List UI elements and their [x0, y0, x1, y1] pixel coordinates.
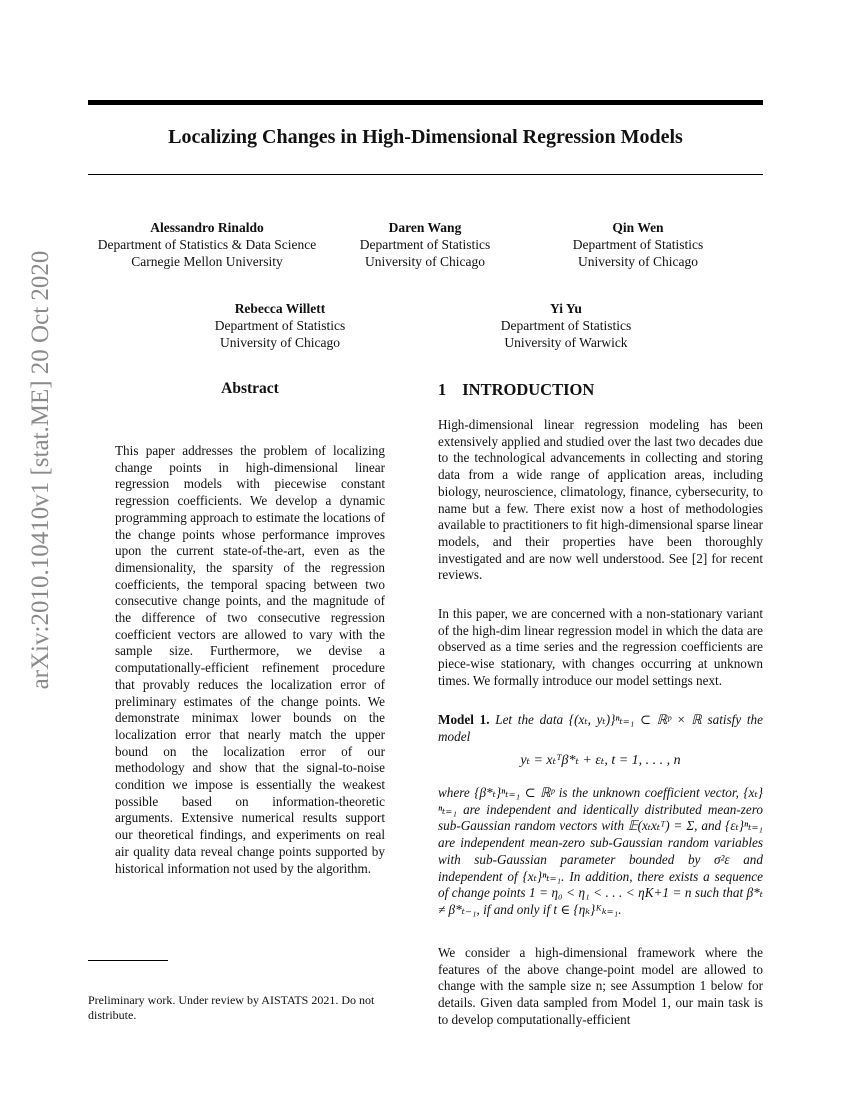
author-name: Alessandro Rinaldo [150, 220, 264, 235]
footnote-rule [88, 960, 168, 961]
model-intro: Let the data {(xₜ, yₜ)}ⁿₜ₌₁ ⊂ ℝᵖ × ℝ satisfy the model [438, 712, 763, 744]
section-number: 1 [438, 380, 447, 399]
arxiv-identifier: arXiv:2010.10410v1 [stat.ME] 20 Oct 2020 [27, 250, 54, 690]
author-name: Yi Yu [550, 301, 582, 316]
paper-title: Localizing Changes in High-Dimensional Regression Models [168, 126, 683, 148]
author-dept: Department of Statistics [500, 318, 632, 333]
author-univ: Carnegie Mellon University [131, 254, 283, 269]
author-block-5 [476, 300, 656, 351]
author-name: Daren Wang [388, 220, 462, 235]
author-name: Qin Wen [612, 220, 664, 235]
author-dept: Department of Statistics [359, 237, 491, 252]
author-univ: University of Chicago [578, 254, 698, 269]
intro-paragraph-3: We consider a high-dimensional framework where the features of the above change-point model are allowed to change with the sample size n; see Assumption 1 below for details. Given data sampled from Model 1, our main task is to develop computationally-efficient [438, 945, 763, 1027]
author-name: Rebecca Willett [234, 301, 326, 316]
section-title: INTRODUCTION [462, 380, 595, 399]
section-heading [438, 380, 594, 400]
model-equation: yₜ = xₜᵀβ*ₜ + εₜ, t = 1, . . . , n [520, 753, 681, 768]
author-block-4 [190, 300, 370, 351]
top-rule [88, 100, 763, 105]
footnote: Preliminary work. Under review by AISTATS 2021. Do not distribute. [88, 993, 375, 1022]
intro-paragraph-2: In this paper, we are concerned with a non-stationary variant of the high-dim linear regression model in which the data are observed as a time series and the regression coefficients are piece-wise stationary, with changes occurring at unknown times. We formally introduce our model settings next. [438, 606, 763, 688]
author-block-2 [335, 219, 515, 270]
arxiv-sidebar [22, 250, 60, 690]
author-univ: University of Warwick [504, 335, 628, 350]
author-dept: Department of Statistics [572, 237, 704, 252]
abstract-heading: Abstract [221, 380, 279, 397]
model-statement [438, 712, 763, 745]
author-dept: Department of Statistics [214, 318, 346, 333]
author-block-3 [548, 219, 728, 270]
author-univ: University of Chicago [220, 335, 340, 350]
author-dept: Department of Statistics & Data Science [97, 237, 317, 252]
author-block-1 [72, 219, 342, 270]
model-label: Model 1. [438, 712, 490, 727]
intro-paragraph-1: High-dimensional linear regression modeling has been extensively applied and studied over the last two decades due to the technological advancements in collecting and storing data from a wide range of application areas, including biology, neuroscience, climatology, finance, cybersecurity, to name but a few. There exist now a host of methodologies available to practitioners to fit high-dimensional sparse linear models, and their properties have been thoroughly investigated and are now well understood. See [2] for recent reviews. [438, 417, 763, 583]
model-conditions: where {β*ₜ}ⁿₜ₌₁ ⊂ ℝᵖ is the unknown coefficient vector, {xₜ}ⁿₜ₌₁ are independent and identically distributed mean-zero sub-Gaussian random vectors with 𝔼(xₜxₜᵀ) = Σ, and {εₜ}ⁿₜ₌₁ are independent mean-zero sub-Gaussian random variables with sub-Gaussian parameter bounded by σ²ε and independent of {xₜ}ⁿₜ₌₁. In addition, there exists a sequence of change points 1 = η₀ < η₁ < . . . < ηK+1 = n such that β*ₜ ≠ β*ₜ₋₁, if and only if t ∈ {ηₖ}ᴷₖ₌₁. [438, 785, 763, 917]
abstract-body: This paper addresses the problem of localizing change points in high-dimensional linear regression models with piecewise constant regression coefficients. We develop a dynamic programming approach to estimate the locations of the change points whose performance improves upon the current state-of-the-art, even as the dimensionality, the sparsity of the regression coefficients, the temporal spacing between two consecutive change points, and the magnitude of the difference of two consecutive regression coefficient vectors are allowed to vary with the sample size. Furthermore, we devise a computationally-efficient refinement procedure that provably reduces the localization error of preliminary estimates of the change points. We demonstrate minimax lower bounds on the localization error that nearly match the upper bound on the localization error of our methodology and show that the signal-to-noise condition we impose is essentially the weakest possible based on information-theoretic arguments. Extensive numerical results support our theoretical findings, and experiments on real air quality data reveal change points supported by historical information not used by the algorithm. [115, 443, 385, 876]
title-rule [88, 174, 763, 175]
author-univ: University of Chicago [365, 254, 485, 269]
